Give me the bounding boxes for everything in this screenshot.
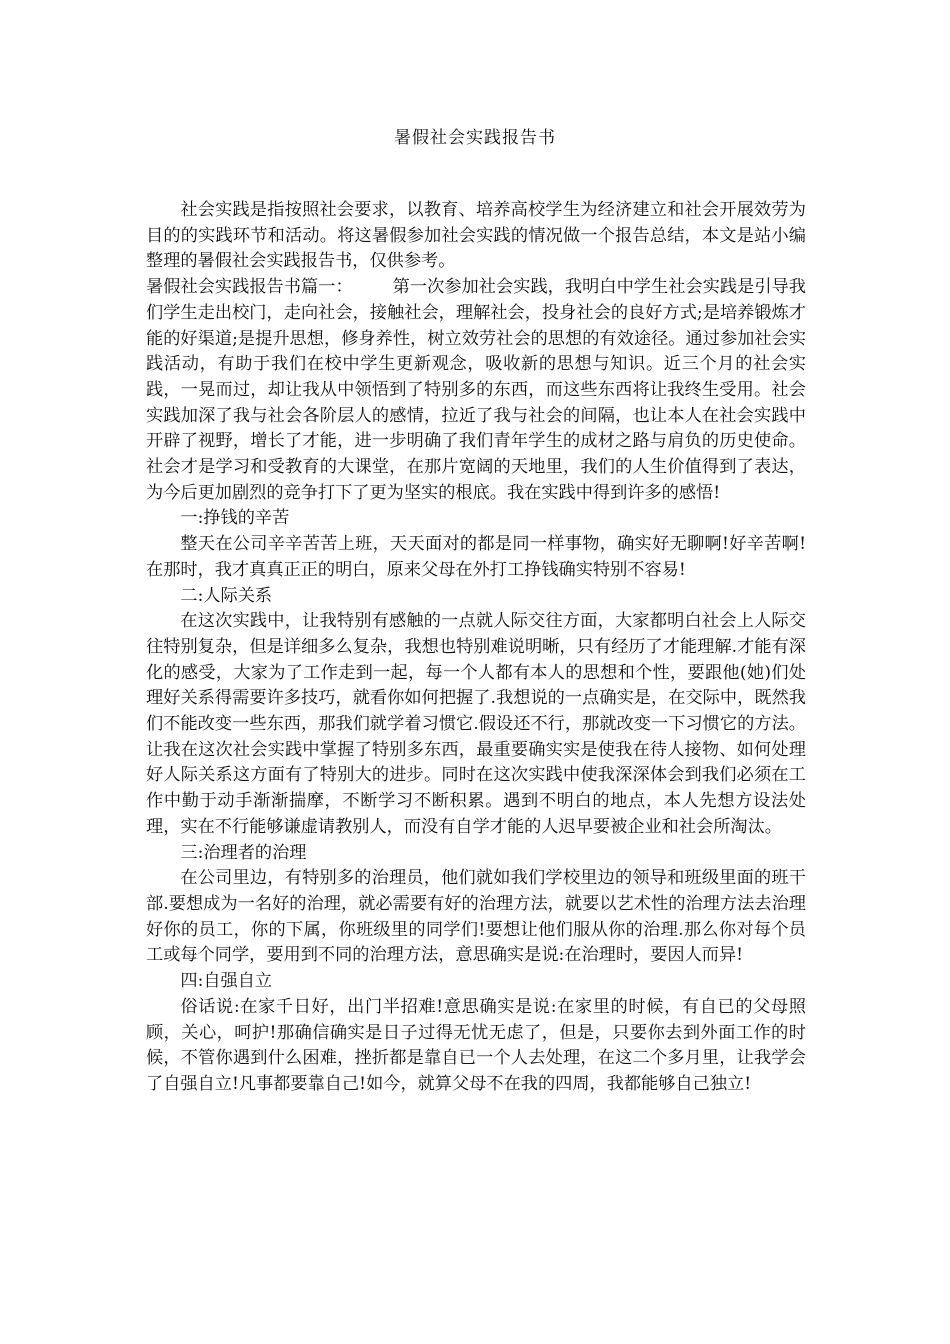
section1-paragraph: 整天在公司辛辛苦苦上班，天天面对的都是同一样事物，确实好无聊啊!好辛苦啊!在那时，我才真真正正的明白，原来父母在外打工挣钱确实特别不容易! — [146, 534, 806, 580]
document-title: 暑假社会实践报告书 — [394, 128, 556, 148]
section3-heading: 三:治理者的治理 — [180, 842, 307, 863]
part1-paragraph — [146, 275, 806, 506]
section2-heading: 二:人际关系 — [180, 585, 273, 606]
document-body — [146, 198, 806, 1098]
intro-paragraph: 社会实践是指按照社会要求，以教育、培养高校学生为经济建立和社会开展效劳为目的的实践环节和活动。将这暑假参加社会实践的情况做一个报告总结，本文是站小编整理的暑假社会实践报告书，仅供参考。 — [146, 200, 806, 272]
section4-heading: 四:自强自立 — [180, 971, 273, 992]
section1-heading: 一:挣钱的辛苦 — [180, 508, 290, 529]
section2-paragraph: 在这次实践中，让我特别有感触的一点就人际交往方面，大家都明白社会上人际交往特别复杂，但是详细多么复杂，我想也特别难说明晰，只有经历了才能理解.才能有深化的感受，大家为了工作走到一起，每一个人都有本人的思想和个性，要跟他(她)们处理好关系得需要许多技巧，就看你如何把握了.我想说的一点确实是，在交际中，既然我们不能改变一些东西，那我们就学着习惯它.假设还不行，那就改变一下习惯它的方法。让我在这次社会实践中掌握了特别多东西，最重要确实实是使我在待人接物、如何处理好人际关系这方面有了特别大的进步。同时在这次实践中使我深深体会到我们必须在工作中勤于动手渐渐揣摩，不断学习不断积累。遇到不明白的地点，本人先想方设法处理，实在不行能够谦虚请教别人，而没有自学才能的人迟早要被企业和社会所淘汰。 — [146, 611, 806, 837]
section3-paragraph: 在公司里边，有特别多的治理员，他们就如我们学校里边的领导和班级里面的班干部.要想成为一名好的治理，就必需要有好的治理方法，就要以艺术性的治理方法去治理好你的员工，你的下属，你班级里的同学们!要想让他们服从你的治理.那么你对每个员工或每个同学，要用到不同的治理方法，意思确实是说:在治理时，要因人而异! — [146, 868, 806, 966]
part1-label: 暑假社会实践报告书篇一： — [146, 277, 353, 298]
part1-text: 第一次参加社会实践，我明白中学生社会实践是引导我们学生走出校门，走向社会，接触社会，理解社会，投身社会的良好方式;是培养锻炼才能的好渠道;是提升思想，修身养性，树立效劳社会的思想的有效途径。通过参加社会实践活动，有助于我们在校中学生更新观念，吸收新的思想与知识。近三个月的社会实践，一晃而过，却让我从中领悟到了特别多的东西，而这些东西将让我终生受用。社会实践加深了我与社会各阶层人的感情，拉近了我与社会的间隔，也让本人在社会实践中开辟了视野，增长了才能，进一步明确了我们青年学生的成材之路与肩负的历史使命。社会才是学习和受教育的大课堂，在那片宽阔的天地里，我们的人生价值得到了表达，为今后更加剧烈的竞争打下了更为坚实的根底。我在实践中得到许多的感悟! — [146, 277, 806, 503]
section4-paragraph: 俗话说:在家千日好，出门半招难!意思确实是说:在家里的时候，有自已的父母照顾，关心，呵护!那确信确实是日子过得无忧无虑了，但是，只要你去到外面工作的时候，不管你遇到什么困难，挫折都是靠自已一个人去处理，在这二个多月里，让我学会了自强自立!凡事都要靠自己!如今，就算父母不在我的四周，我都能够自己独立! — [146, 996, 806, 1094]
